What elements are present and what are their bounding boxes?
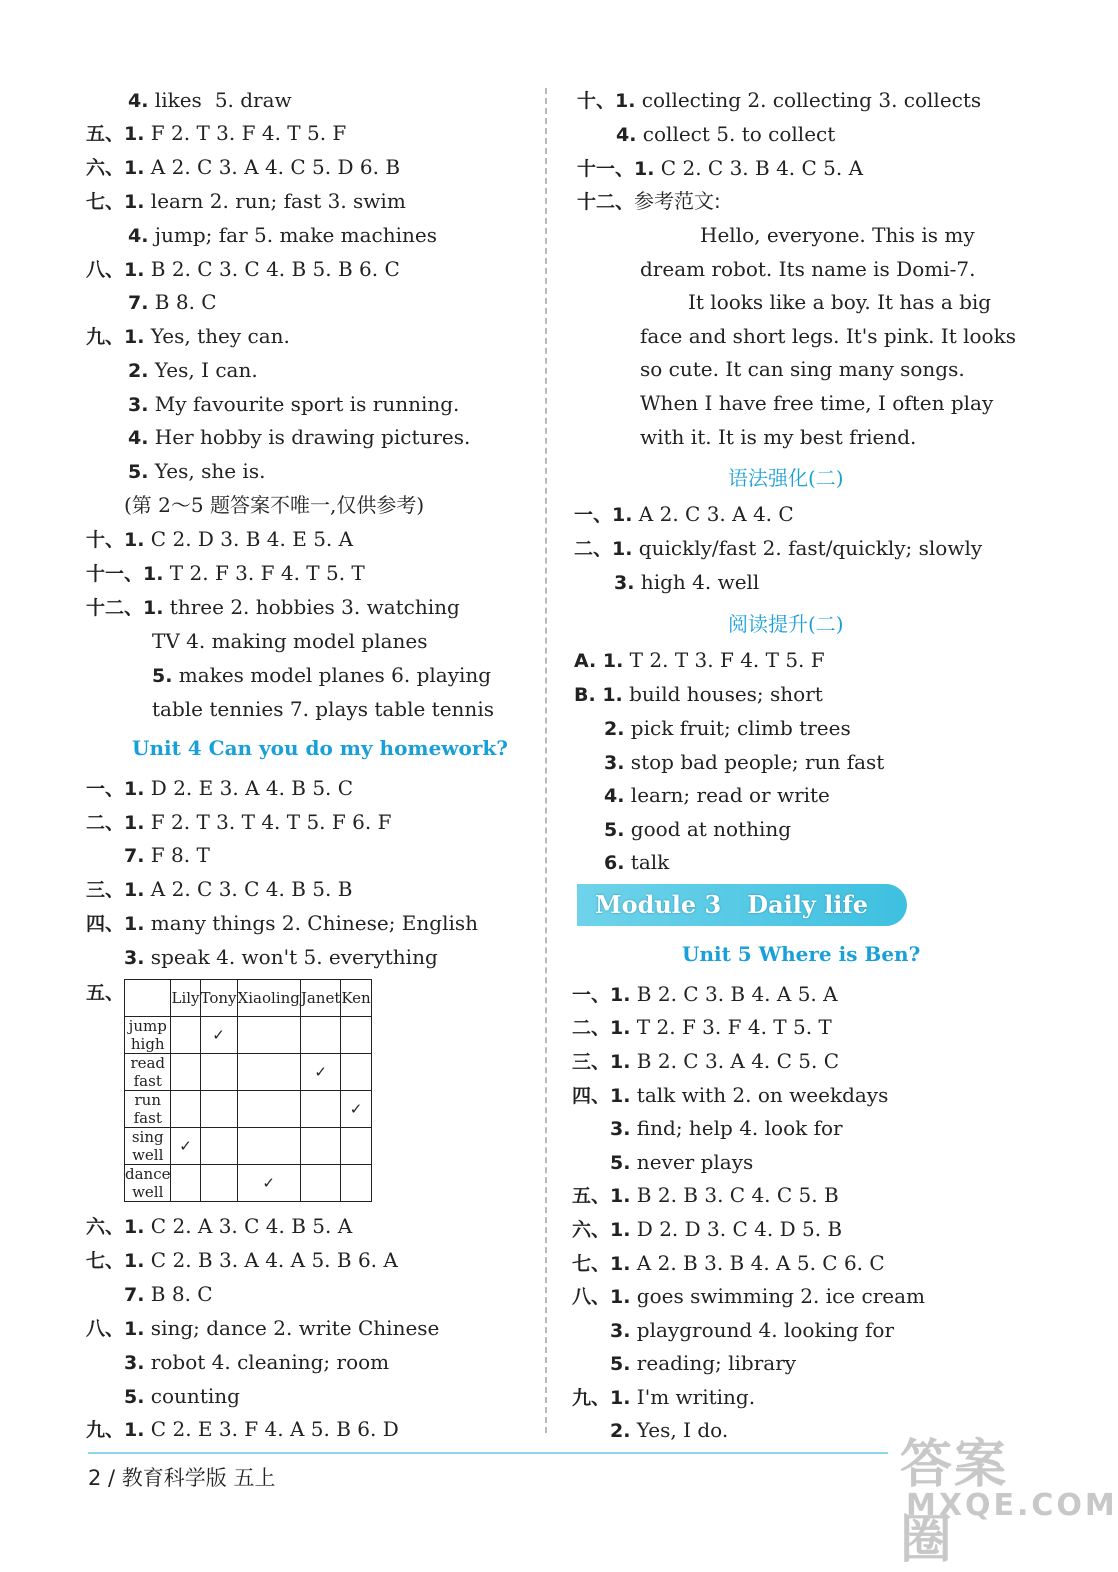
answer-line: 十、1. collecting 2. collecting 3. collects <box>577 88 982 112</box>
answer-line: 六、1. A 2. C 3. A 4. C 5. D 6. B <box>86 155 401 179</box>
answer-line: 五、1. F 2. T 3. F 4. T 5. F <box>86 121 347 145</box>
table-row <box>125 1054 372 1091</box>
answer-line: 四、1. many things 2. Chinese; English <box>86 911 479 935</box>
table-header: Tony <box>200 980 237 1017</box>
answer-line: 3. My favourite sport is running. <box>128 392 460 416</box>
section-heading: 阅读提升(二) <box>728 612 844 636</box>
row-label: jump high <box>125 1017 171 1054</box>
table-header: Xiaoling <box>237 980 300 1017</box>
column-divider <box>545 88 547 1433</box>
table-header: Lily <box>171 980 200 1017</box>
answer-line: 5. Yes, she is. <box>128 459 266 483</box>
table-row <box>125 1165 372 1202</box>
answer-line: 十一、1. C 2. C 3. B 4. C 5. A <box>577 156 864 180</box>
answer-line: 十二、参考范文: <box>577 189 721 213</box>
essay-line: When I have free time, I often play <box>640 391 994 415</box>
answer-line: 五、1. B 2. B 3. C 4. C 5. B <box>572 1183 839 1207</box>
answer-line: 二、1. T 2. F 3. F 4. T 5. T <box>572 1015 832 1039</box>
row-label: dance well <box>125 1165 171 1201</box>
answer-line: 二、1. F 2. T 3. T 4. T 5. F 6. F <box>86 810 392 834</box>
answer-line: 十、1. C 2. D 3. B 4. E 5. A <box>86 527 354 551</box>
hobby-table <box>124 979 372 1202</box>
answer-line: 4. likes 5. draw <box>128 88 292 112</box>
essay-line: It looks like a boy. It has a big <box>688 290 992 314</box>
module-banner <box>577 884 907 926</box>
check-cell <box>300 1165 341 1202</box>
answer-line: 3. speak 4. won't 5. everything <box>124 945 438 969</box>
table-corner <box>125 980 171 1017</box>
answer-line: 七、1. C 2. B 3. A 4. A 5. B 6. A <box>86 1248 398 1272</box>
table-row <box>125 1017 372 1054</box>
module-title: Daily life <box>747 890 868 919</box>
answer-line: 5. reading; library <box>610 1351 797 1375</box>
answer-line: 5. good at nothing <box>604 817 792 841</box>
answer-line: 一、1. B 2. C 3. B 4. A 5. A <box>572 982 838 1006</box>
answer-line: 3. stop bad people; run fast <box>604 750 885 774</box>
answer-line: 十二、1. three 2. hobbies 3. watching <box>86 595 460 619</box>
answer-line: 2. Yes, I can. <box>128 358 258 382</box>
answer-line: 4. Her hobby is drawing pictures. <box>128 425 471 449</box>
answer-line: 九、1. Yes, they can. <box>86 324 290 348</box>
answer-line: 七、1. A 2. B 3. B 4. A 5. C 6. C <box>572 1251 885 1275</box>
answer-line: 7. B 8. C <box>128 290 217 314</box>
essay-line: with it. It is my best friend. <box>640 425 917 449</box>
check-cell: ✓ <box>300 1054 341 1091</box>
check-cell <box>341 1128 371 1165</box>
answer-line: 八、1. goes swimming 2. ice cream <box>572 1284 925 1308</box>
table-header-row <box>125 980 372 1017</box>
row-label: run fast <box>125 1091 171 1128</box>
answer-line: 4. learn; read or write <box>604 783 830 807</box>
answer-line: 5. never plays <box>610 1150 754 1174</box>
answer-line: 2. pick fruit; climb trees <box>604 716 851 740</box>
check-cell <box>200 1128 237 1165</box>
row-label: sing well <box>125 1128 171 1165</box>
answer-line: 7. B 8. C <box>124 1282 213 1306</box>
essay-line: face and short legs. It's pink. It looks <box>640 324 1016 348</box>
check-cell: ✓ <box>171 1128 200 1165</box>
check-cell <box>237 1091 300 1128</box>
answer-line: 7. F 8. T <box>124 843 210 867</box>
answer-line: 4. jump; far 5. make machines <box>128 223 437 247</box>
answer-line: TV 4. making model planes <box>152 629 428 653</box>
answer-line: 八、1. B 2. C 3. C 4. B 5. B 6. C <box>86 257 400 281</box>
answer-line: 十一、1. T 2. F 3. F 4. T 5. T <box>86 561 365 585</box>
check-cell <box>341 1165 371 1202</box>
check-cell: ✓ <box>237 1165 300 1202</box>
answer-line: 九、1. C 2. E 3. F 4. A 5. B 6. D <box>86 1417 399 1441</box>
check-cell: ✓ <box>341 1091 371 1128</box>
answer-line: 3. find; help 4. look for <box>610 1116 843 1140</box>
note-line: (第 2～5 题答案不唯一,仅供参考) <box>124 493 425 517</box>
answer-line: 6. talk <box>604 850 670 874</box>
watermark-logo <box>892 1418 1118 1570</box>
answer-line: 2. Yes, I do. <box>610 1418 729 1442</box>
answer-line: 3. playground 4. looking for <box>610 1318 895 1342</box>
answer-line: 七、1. learn 2. run; fast 3. swim <box>86 189 406 213</box>
answer-line: 5. counting <box>124 1384 240 1408</box>
answer-line: 三、1. B 2. C 3. A 4. C 5. C <box>572 1049 840 1073</box>
check-cell <box>200 1054 237 1091</box>
answer-line: table tennies 7. plays table tennis <box>152 697 494 721</box>
answer-line: 4. collect 5. to collect <box>616 122 836 146</box>
check-cell <box>171 1017 200 1054</box>
answer-line: 二、1. quickly/fast 2. fast/quickly; slowly <box>574 536 983 560</box>
row-label: read fast <box>125 1054 171 1091</box>
essay-line: so cute. It can sing many songs. <box>640 357 965 381</box>
essay-line: dream robot. Its name is Domi-7. <box>640 257 976 281</box>
check-cell <box>341 1054 371 1091</box>
unit-heading: Unit 4 Can you do my homework? <box>132 736 508 760</box>
answer-line: 三、1. A 2. C 3. C 4. B 5. B <box>86 877 353 901</box>
answer-line: 一、1. D 2. E 3. A 4. B 5. C <box>86 776 354 800</box>
answer-line: 3. robot 4. cleaning; room <box>124 1350 390 1374</box>
page-footer: 2 / 教育科学版 五上 <box>88 1466 276 1490</box>
check-cell <box>237 1017 300 1054</box>
unit-heading: Unit 5 Where is Ben? <box>682 942 921 966</box>
answer-line: 一、1. A 2. C 3. A 4. C <box>574 502 794 526</box>
answer-line: 六、1. D 2. D 3. C 4. D 5. B <box>572 1217 843 1241</box>
section-heading: 语法强化(二) <box>728 466 844 490</box>
answer-line: 八、1. sing; dance 2. write Chinese <box>86 1316 440 1340</box>
table-label: 五、 <box>86 982 125 1004</box>
answer-line: B. 1. build houses; short <box>574 682 823 706</box>
footer-rule <box>88 1452 888 1454</box>
check-cell <box>237 1054 300 1091</box>
table-row <box>125 1128 372 1165</box>
check-cell <box>171 1165 200 1202</box>
check-cell <box>341 1017 371 1054</box>
watermark-text: 答案圈 <box>900 1435 1009 1570</box>
check-cell <box>300 1017 341 1054</box>
answer-line: 四、1. talk with 2. on weekdays <box>572 1083 889 1107</box>
watermark-url: MXQE.COM <box>906 1488 1118 1523</box>
check-cell: ✓ <box>200 1017 237 1054</box>
answer-line: 5. makes model planes 6. playing <box>152 663 492 687</box>
table-row <box>125 1091 372 1128</box>
module-number: Module 3 <box>595 890 722 919</box>
check-cell <box>300 1128 341 1165</box>
check-cell <box>200 1165 237 1202</box>
table-header: Janet <box>300 980 341 1017</box>
check-cell <box>200 1091 237 1128</box>
check-cell <box>171 1054 200 1091</box>
answer-line: 六、1. C 2. A 3. C 4. B 5. A <box>86 1214 353 1238</box>
check-cell <box>300 1091 341 1128</box>
check-cell <box>171 1091 200 1128</box>
table-header: Ken <box>341 980 371 1017</box>
answer-line: 3. high 4. well <box>614 570 760 594</box>
answer-line: 九、1. I'm writing. <box>572 1385 756 1409</box>
essay-line: Hello, everyone. This is my <box>700 223 975 247</box>
check-cell <box>237 1128 300 1165</box>
answer-line: A. 1. T 2. T 3. F 4. T 5. F <box>574 648 825 672</box>
